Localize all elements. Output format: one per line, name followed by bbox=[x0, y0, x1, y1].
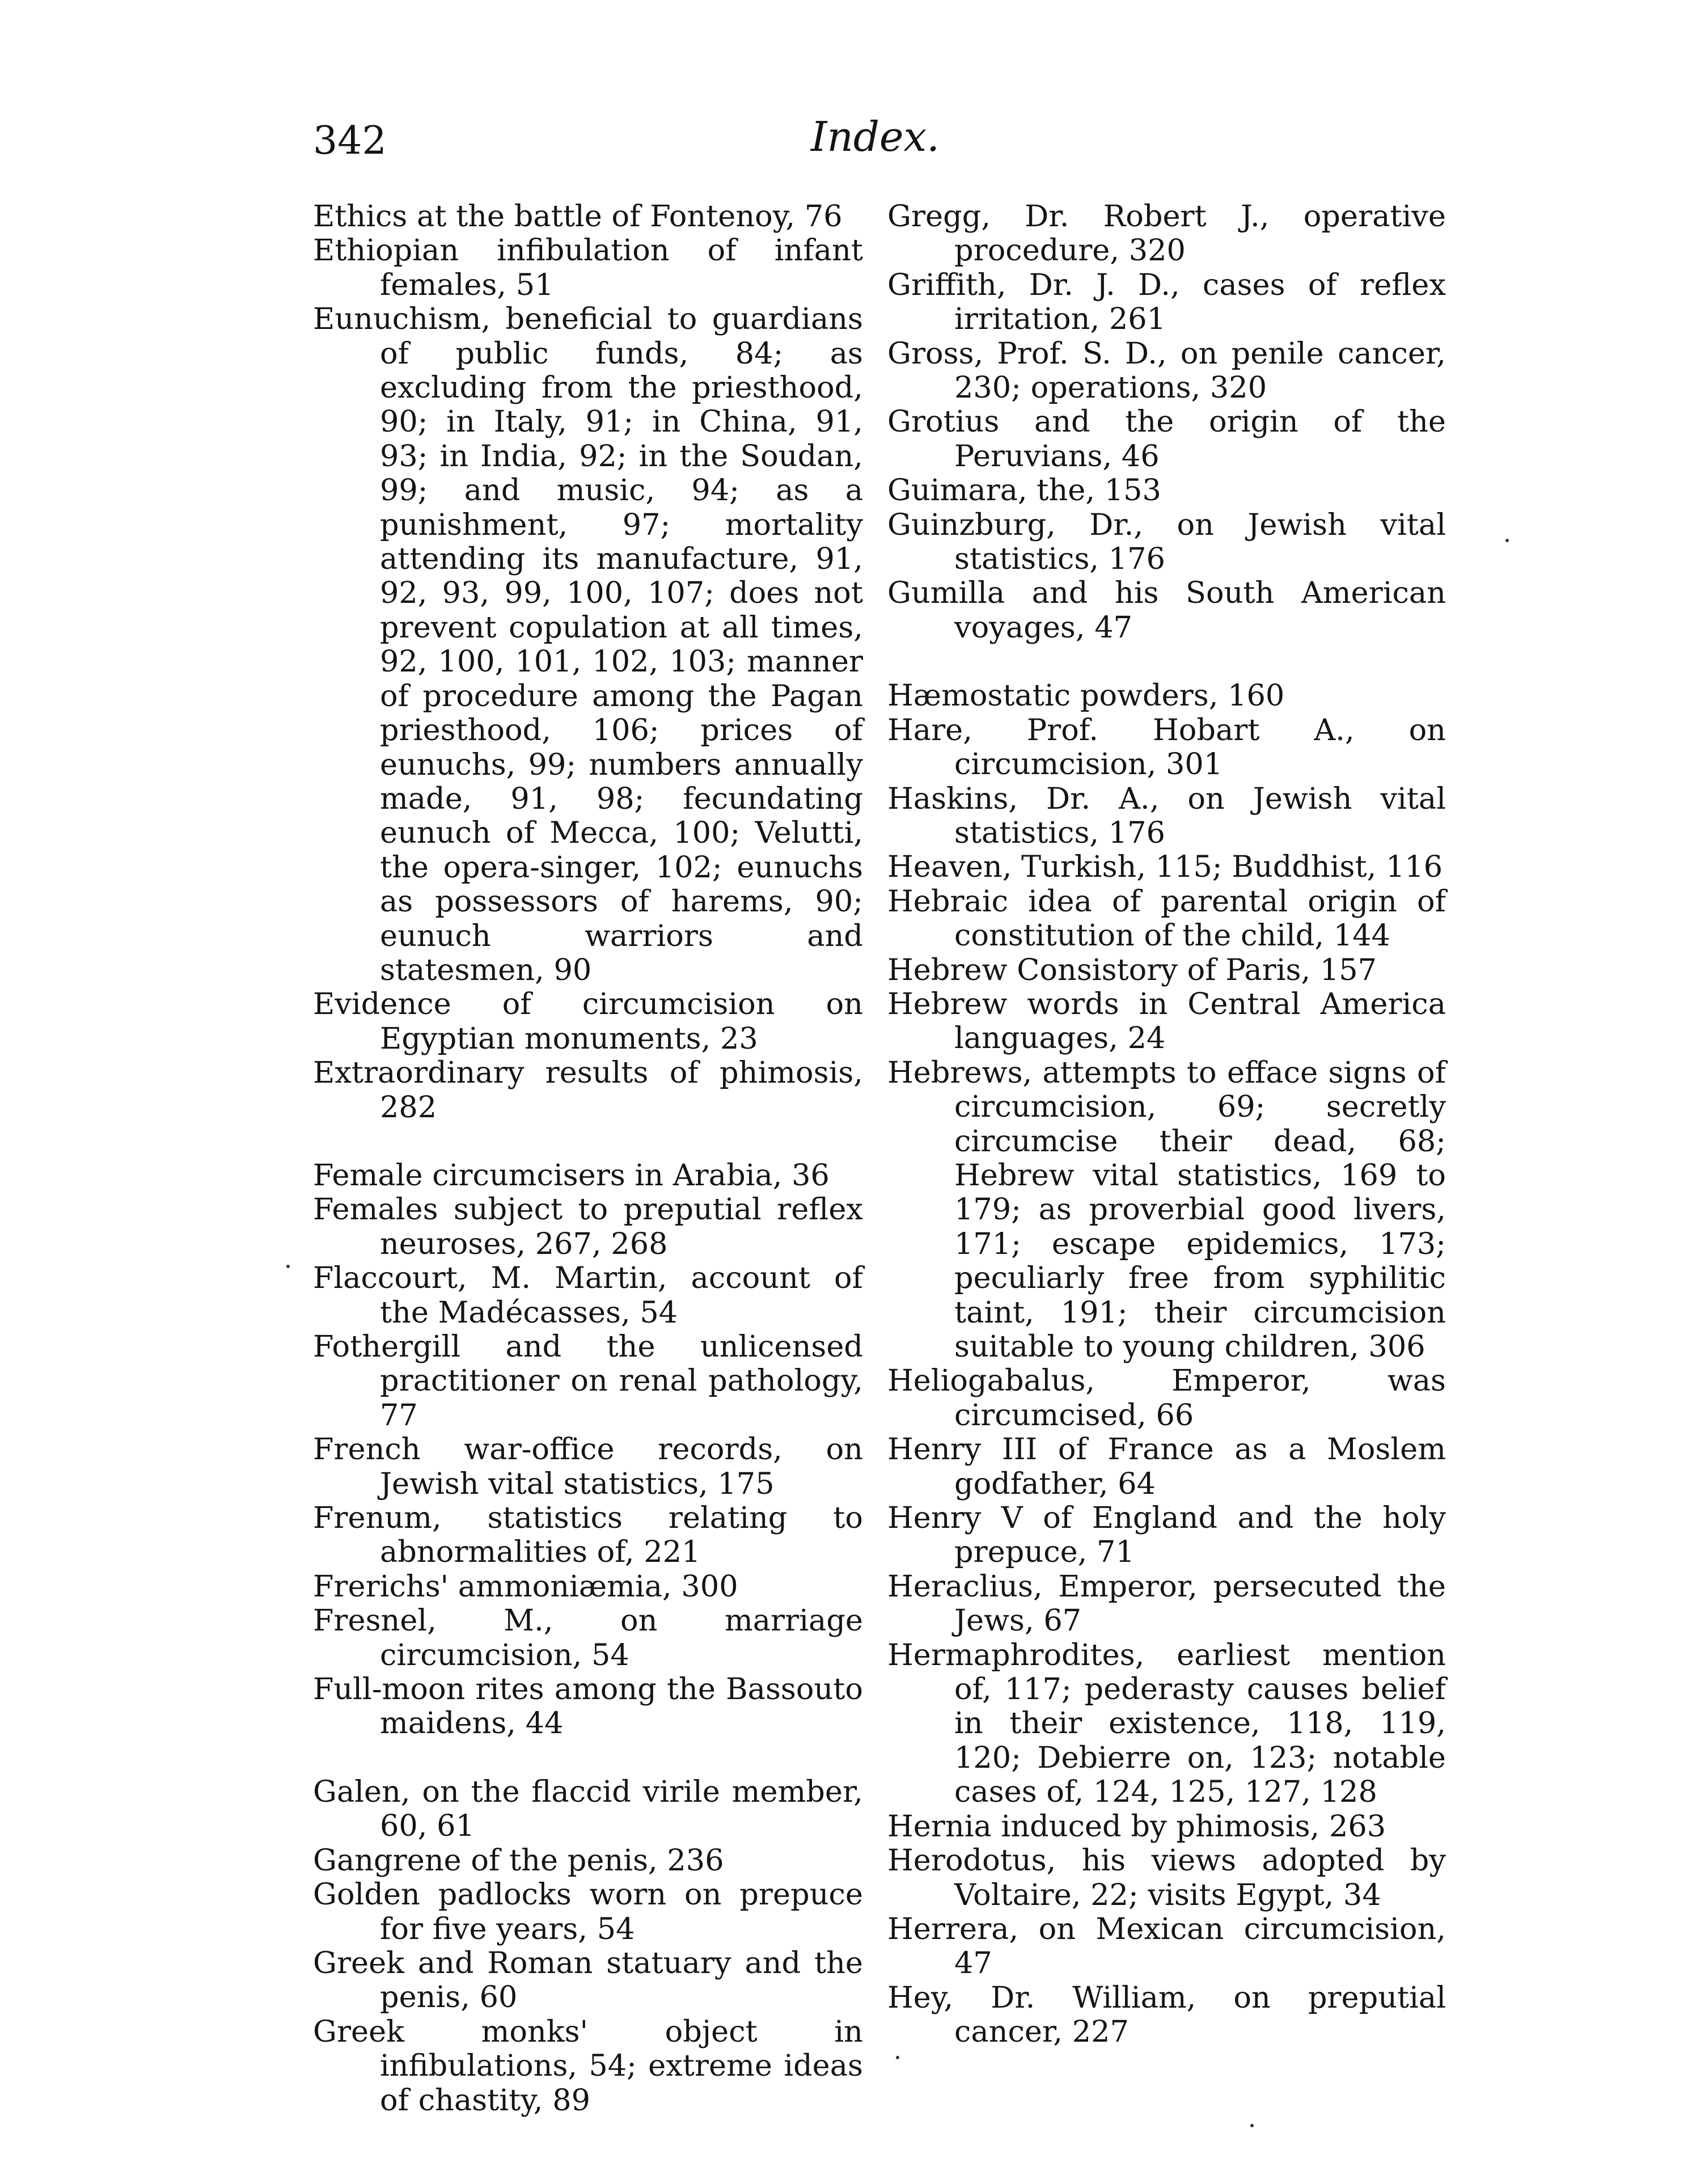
index-entry: Hare, Prof. Hobart A., on circumcision, 301 bbox=[887, 712, 1446, 782]
index-entry: Eunuchism, beneficial to guardians of public funds, 84; as excluding from the priesthood, 90; in Italy, 91; in China, 91, 93; in India, 92; in the Soudan, 99; and music, 94; as a punishment, 97; mortality attending its manufacture, 91, 92, 93, 99, 100, 107; does not prevent copulation at all times, 92, 100, 101, 102, 103; manner of procedure among the Pagan priesthood, 106; prices of eunuchs, 99; numbers annually made, 91, 98; fecundating eunuch of Mecca, 100; Velutti, the opera-singer, 102; eunuchs as possessors of harems, 90; eunuch warriors and statesmen, 90 bbox=[313, 302, 863, 987]
index-entry: Evidence of circumcision on Egyptian monuments, 23 bbox=[313, 987, 863, 1056]
index-entry: Frenum, statistics relating to abnormalities of, 221 bbox=[313, 1501, 863, 1570]
page-number: 342 bbox=[313, 119, 387, 163]
index-entry: Flaccourt, M. Martin, account of the Madécasses, 54 bbox=[313, 1261, 863, 1330]
index-entry: Fresnel, M., on marriage circumcision, 54 bbox=[313, 1603, 863, 1672]
index-entry: Hæmostatic powders, 160 bbox=[887, 678, 1285, 713]
print-speck bbox=[1505, 539, 1509, 542]
index-entry: Ethics at the battle of Fontenoy, 76 bbox=[313, 199, 843, 234]
index-entry: Ethiopian infibulation of infant females, 51 bbox=[313, 233, 863, 302]
index-entry: Golden padlocks worn on prepuce for five years, 54 bbox=[313, 1877, 863, 1946]
index-entry: Haskins, Dr. A., on Jewish vital statistics, 176 bbox=[887, 781, 1446, 850]
index-entry: Galen, on the flaccid virile member, 60, 61 bbox=[313, 1774, 863, 1844]
index-entry: Greek monks' object in infibulations, 54; extreme ideas of chastity, 89 bbox=[313, 2014, 863, 2118]
index-entry: Grotius and the origin of the Peruvians, 46 bbox=[887, 404, 1446, 474]
index-column-right bbox=[887, 200, 1446, 2050]
index-entry: Fothergill and the unlicensed practitioner on renal pathology, 77 bbox=[313, 1329, 863, 1433]
index-entry: Herodotus, his views adopted by Voltaire, 22; visits Egypt, 34 bbox=[887, 1843, 1446, 1912]
index-entry: Hermaphrodites, earliest mention of, 117; pederasty causes belief in their existence, 118, 119, 120; Debierre on, 123; notable cases of, 124, 125, 127, 128 bbox=[887, 1637, 1446, 1810]
index-entry: Extraordinary results of phimosis, 282 bbox=[313, 1055, 863, 1125]
index-entry: Hey, Dr. William, on preputial cancer, 227 bbox=[887, 1980, 1446, 2050]
index-entry: Gross, Prof. S. D., on penile cancer, 230; operations, 320 bbox=[887, 336, 1446, 405]
letter-group-gap bbox=[887, 645, 1446, 679]
index-entry: Hernia induced by phimosis, 263 bbox=[887, 1809, 1386, 1844]
letter-group-gap bbox=[313, 1741, 863, 1775]
index-entry: Hebrew words in Central America languages, 24 bbox=[887, 986, 1446, 1056]
index-entry: Gangrene of the penis, 236 bbox=[313, 1843, 724, 1878]
index-entry: Guinzburg, Dr., on Jewish vital statistics, 176 bbox=[887, 507, 1446, 577]
index-entry: Full-moon rites among the Bassouto maidens, 44 bbox=[313, 1672, 863, 1741]
page-title: Index. bbox=[811, 113, 940, 160]
print-speck bbox=[286, 1265, 290, 1268]
index-entry: Hebrews, attempts to efface signs of circumcision, 69; secretly circumcise their dead, 68; Hebrew vital statistics, 169 to 179; as proverbial good livers, 171; escape epidemics, 173; peculiarly free from syphilitic taint, 191; their circumcision suitable to young children, 306 bbox=[887, 1055, 1446, 1364]
index-entry: Heaven, Turkish, 115; Buddhist, 116 bbox=[887, 850, 1443, 885]
index-entry: Herrera, on Mexican circumcision, 47 bbox=[887, 1911, 1446, 1981]
index-entry: Heraclius, Emperor, persecuted the Jews, 67 bbox=[887, 1569, 1446, 1638]
print-speck bbox=[896, 2056, 899, 2059]
index-entry: Greek and Roman statuary and the penis, 60 bbox=[313, 1945, 863, 2015]
index-column-left bbox=[313, 200, 863, 2118]
index-entry: Hebraic idea of parental origin of constitution of the child, 144 bbox=[887, 884, 1446, 953]
index-entry: Henry V of England and the holy prepuce, 71 bbox=[887, 1501, 1446, 1570]
index-entry: Females subject to preputial reflex neuroses, 267, 268 bbox=[313, 1192, 863, 1261]
index-entry: Frerichs' ammoniæmia, 300 bbox=[313, 1569, 738, 1604]
index-entry: Guimara, the, 153 bbox=[887, 473, 1161, 508]
index-entry: Hebrew Consistory of Paris, 157 bbox=[887, 952, 1377, 987]
index-entry: Gregg, Dr. Robert J., operative procedure, 320 bbox=[887, 199, 1446, 268]
letter-group-gap bbox=[313, 1125, 863, 1159]
index-entry: French war-office records, on Jewish vital statistics, 175 bbox=[313, 1432, 863, 1501]
index-entry: Griffith, Dr. J. D., cases of reflex irritation, 261 bbox=[887, 267, 1446, 337]
index-entry: Henry III of France as a Moslem godfather, 64 bbox=[887, 1432, 1446, 1501]
index-entry: Female circumcisers in Arabia, 36 bbox=[313, 1158, 830, 1193]
print-speck bbox=[1250, 2124, 1254, 2127]
index-entry: Gumilla and his South American voyages, 47 bbox=[887, 576, 1446, 645]
index-entry: Heliogabalus, Emperor, was circumcised, 66 bbox=[887, 1363, 1446, 1433]
